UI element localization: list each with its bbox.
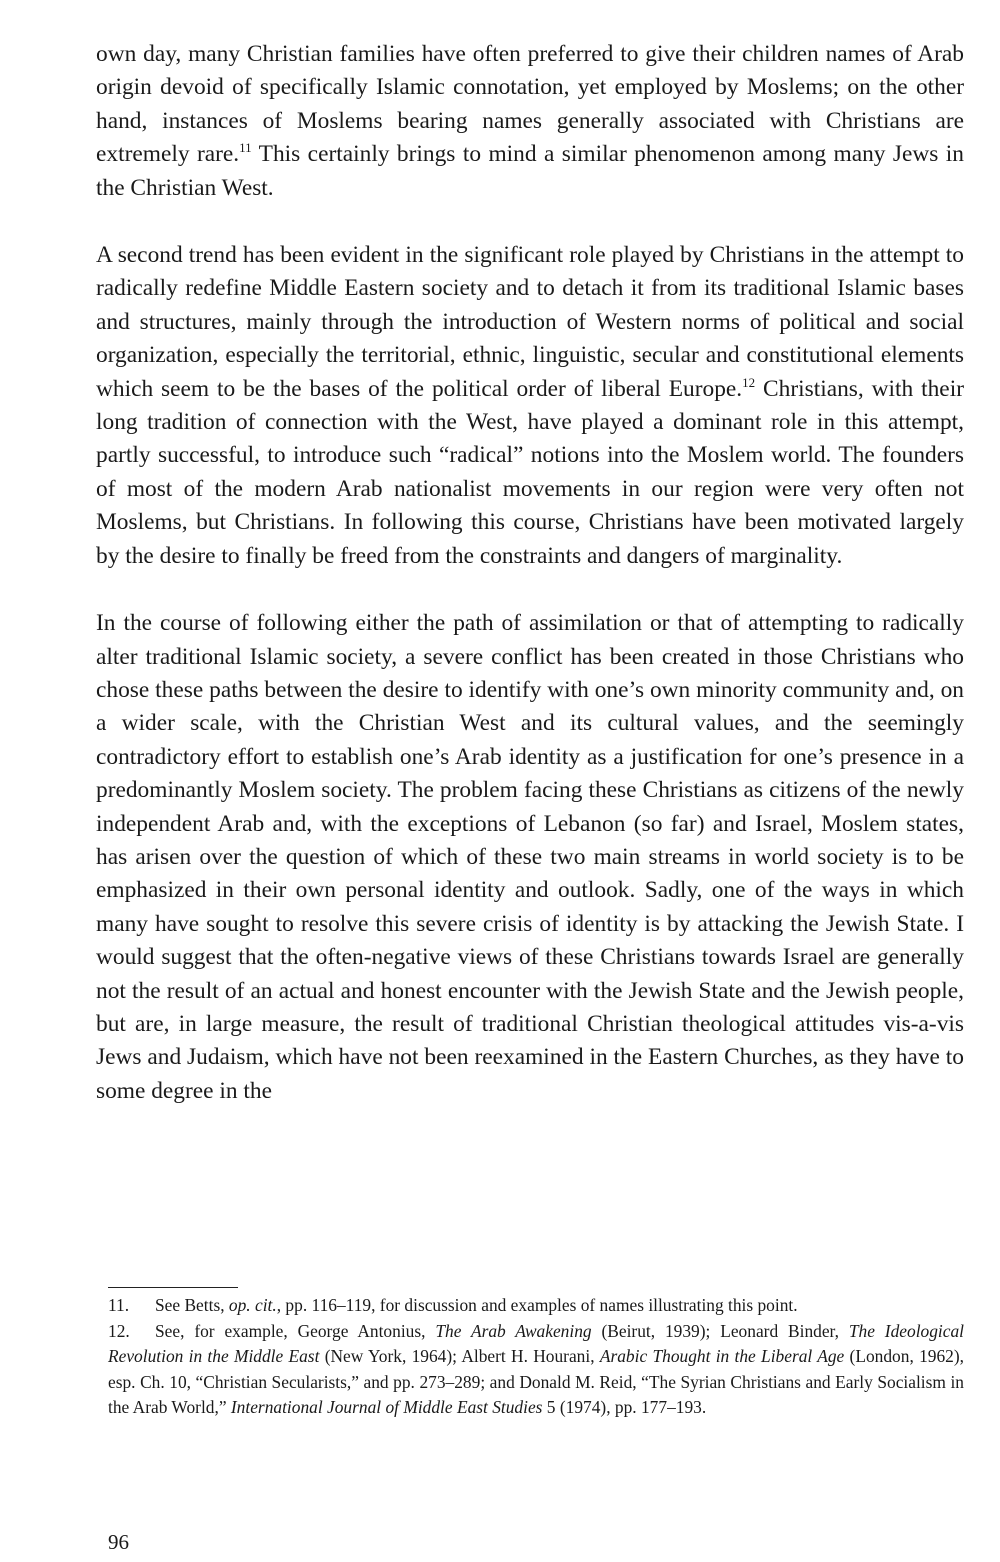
paragraph-1-text-a: own day, many Christian families have often preferred to give their children names of Arab origin devoid of specifically Islamic connotation, yet employed by Moslems; on the other hand, instances of Moslems bearing names generally associated with Christians are extremely rare. xyxy=(96,41,964,168)
paragraph-1-text-b: This certainly brings to mind a similar phenomenon among many Jews in the Christian West. xyxy=(96,141,964,201)
paragraph-3 xyxy=(96,607,964,1108)
paragraph-2 xyxy=(96,239,964,573)
paragraph-2-text-b: Christians, with their long tradition of connection with the West, have played a dominant role in this attempt, partly successful, to introduce such “radical” notions into the Moslem world. The founders of most of the modern Arab nationalist movements in our region were very often not Moslems, but Christians. In following this course, Christians have been motivated largely by the desire to finally be freed from the constraints and dangers of marginality. xyxy=(96,375,964,569)
footnote-11 xyxy=(108,1293,964,1319)
footnote-12-text-3: (New York, 1964); Albert H. Hourani, xyxy=(319,1346,600,1367)
footnote-12-number: 12. xyxy=(108,1320,130,1341)
footnote-12-italic-1: The Arab Awakening xyxy=(435,1320,592,1341)
footnote-ref-11: 11 xyxy=(239,140,252,156)
paragraph-3-text: In the course of following either the path of assimilation or that of attempting to radically alter traditional Islamic society, a severe conflict has been created in those Christians who chose these paths between the desire to identify with one’s own minority community and, on a wider scale, with the Christian West and its cultural values, and the seemingly contradictory effort to establish one’s Arab identity as a justification for one’s presence in a predominantly Moslem society. The problem facing these Christians as citizens of the newly independent Arab and, with the exceptions of Lebanon (so far) and Israel, Moslem states, has arisen over the question of which of these two main streams in world society is to be emphasized in their own personal identity and outlook. Sadly, one of the ways in which many have sought to resolve this severe crisis of identity is by attacking the Jewish State. I would suggest that the often-negative views of these Christians towards Israel are generally not the result of an actual and honest encounter with the Jewish State and the Jewish people, but are, in large measure, the result of traditional Christian theological attitudes vis-a-vis Jews and Judaism, which have not been reexamined in the Eastern Churches, as they have to some degree in the xyxy=(96,610,964,1104)
footnote-11-italic-1: op. cit. xyxy=(228,1295,277,1315)
page-number: 96 xyxy=(108,1530,129,1554)
footnote-11-text-1: See Betts, xyxy=(155,1295,229,1315)
footnote-12-italic-3: Arabic Thought in the Liberal Age xyxy=(599,1346,845,1367)
footnote-11-number: 11. xyxy=(108,1295,130,1315)
footnote-12-italic-2: The Ideological Revolution in the Middle East xyxy=(108,1320,965,1367)
footnotes xyxy=(108,1293,964,1421)
footnote-ref-12: 12 xyxy=(742,374,756,390)
paragraph-1 xyxy=(96,38,964,205)
footnote-12 xyxy=(108,1319,964,1421)
footnote-12-text-2: (Beirut, 1939); Leonard Binder, xyxy=(591,1320,849,1341)
paragraph-2-text-a: A second trend has been evident in the significant role played by Christians in the attempt to radically redefine Middle Eastern society and to detach it from its traditional Islamic bases and structures, mainly through the introduction of Western norms of political and social organization, especially the territorial, ethnic, linguistic, secular and constitutional elements which seem to be the bases of the political order of liberal Europe. xyxy=(96,242,964,402)
footnote-12-text-4: (London, 1962), esp. Ch. 10, “Christian Secularists,” and pp. 273–289; and Donald M. Reid, “The Syrian Christians and Early Socialism in the Arab World,” xyxy=(108,1346,965,1418)
footnote-11-text-2: , pp. 116–119, for discussion and examples of names illustrating this point. xyxy=(276,1295,798,1315)
footnote-12-text-1: See, for example, George Antonius, xyxy=(155,1320,436,1341)
footnote-12-italic-4: International Journal of Middle East Studies xyxy=(230,1397,543,1418)
footnote-12-text-5: 5 (1974), pp. 177–193. xyxy=(542,1397,707,1418)
main-text xyxy=(96,38,964,1108)
footnote-separator xyxy=(108,1287,238,1288)
